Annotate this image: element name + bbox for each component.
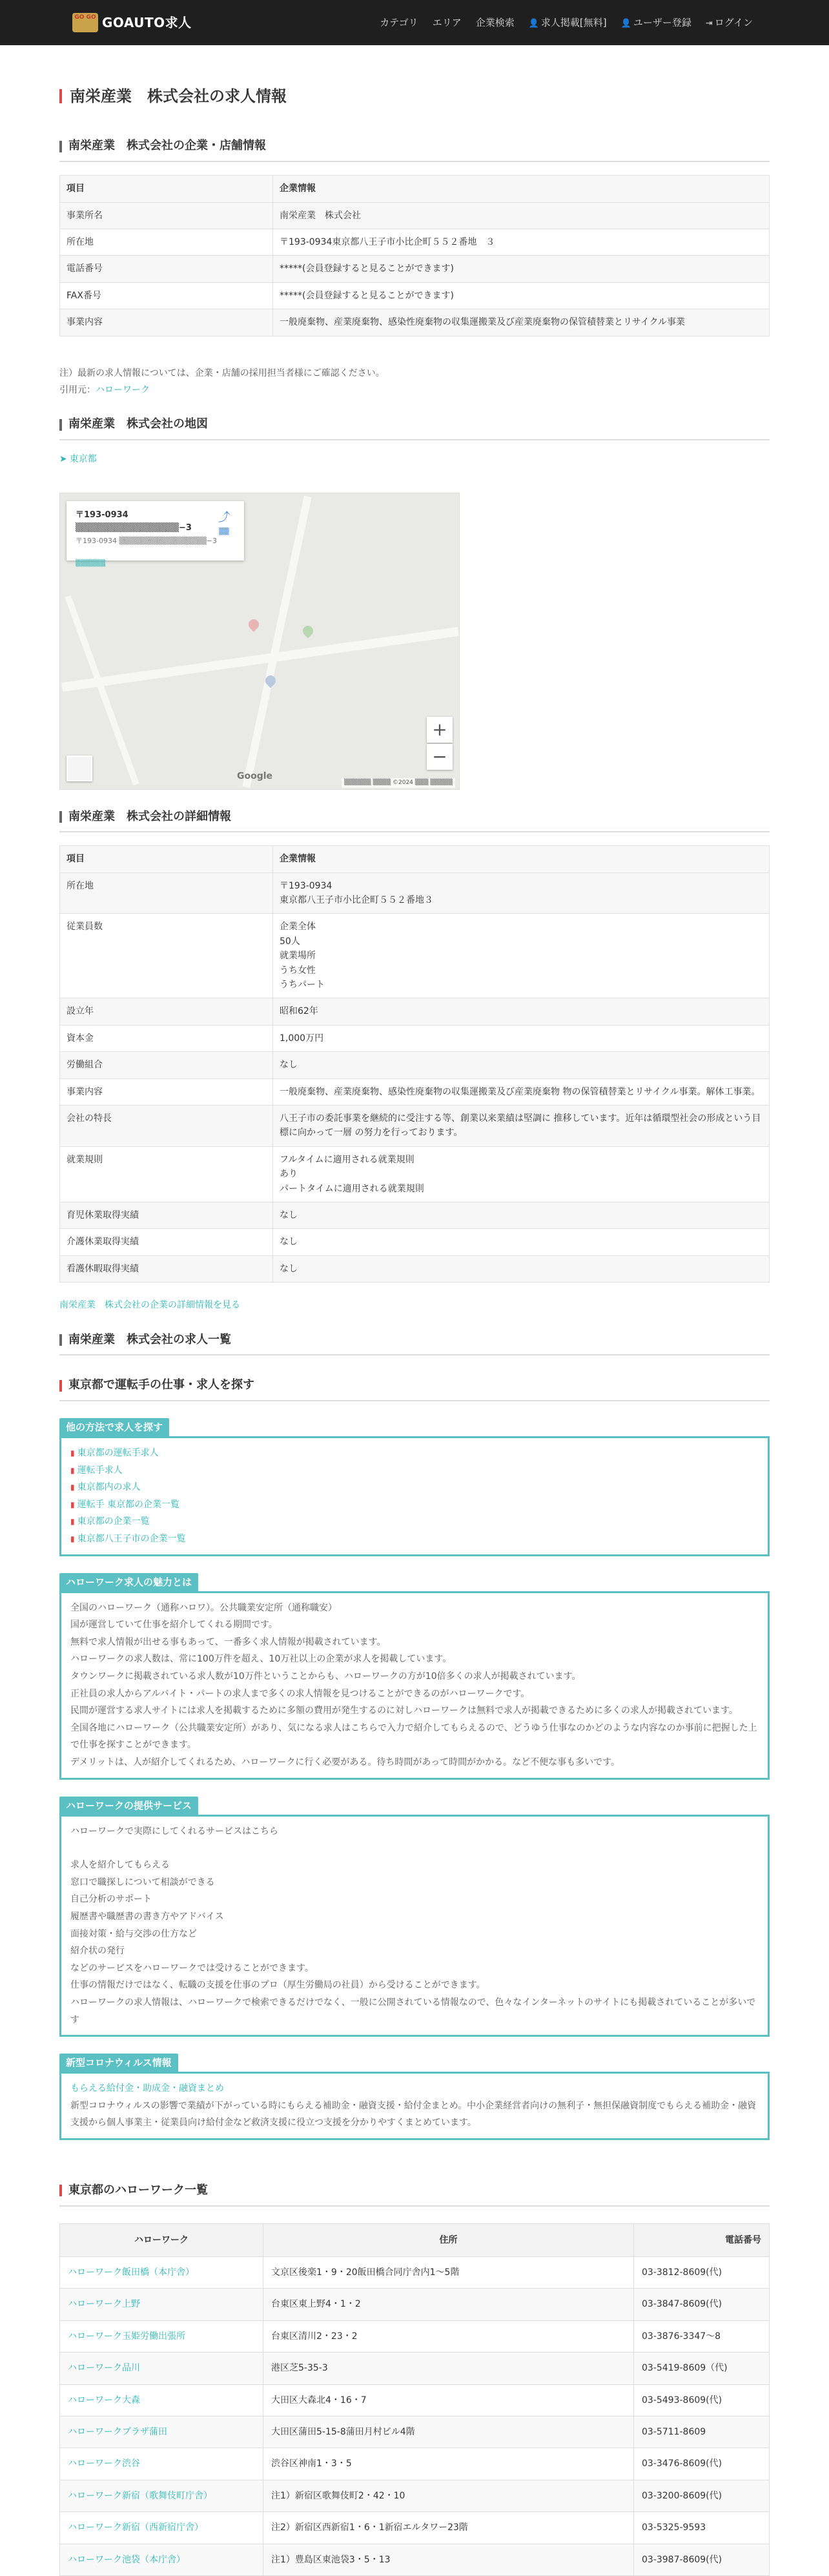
row-value-line: 就業場所 (280, 951, 316, 962)
hellowork-phone: 03-3847-8609(代) (634, 2289, 770, 2320)
zoom-out-button[interactable]: − (427, 744, 453, 770)
text-line: 紹介状の発行 (70, 1946, 125, 1957)
hellowork-name-cell (60, 2320, 263, 2352)
table-header-cell: 企業情報 (273, 176, 770, 202)
row-label: 労働組合 (60, 1052, 273, 1078)
bookmark-icon: ▮ (70, 1499, 75, 1509)
row-label: 資本金 (60, 1025, 273, 1051)
other-methods-label: 他の方法で求人を探す (59, 1418, 169, 1436)
row-value (273, 1255, 770, 1282)
text-line: 面接対策・給与交渉の仕方など (70, 1928, 197, 1939)
hellowork-address: 台東区東上野4・1・2 (263, 2289, 634, 2320)
table-row (60, 1255, 770, 1282)
row-label: 設立年 (60, 998, 273, 1025)
top-navbar (0, 0, 829, 45)
text-line: などのサービスをハローワークでは受けることができます。 (70, 1963, 314, 1973)
hellowork-appeal-label: ハローワーク求人の魅力とは (59, 1573, 198, 1591)
navigation-arrow-icon: ➤ (59, 454, 67, 465)
nav-register-label: ユーザー登録 (633, 16, 691, 28)
google-logo: Google (237, 771, 273, 782)
row-value-line: あり (280, 1169, 298, 1180)
citation-link[interactable]: ハローワーク (96, 384, 150, 395)
table-header-row (60, 846, 770, 872)
row-label: 看護休暇取得実績 (60, 1255, 273, 1282)
hellowork-phone: 03-3876-3347〜8 (634, 2320, 770, 2352)
text-line: 仕事の情報だけではなく、転職の支援を仕事のプロ（厚生労働局の社員）から受けることができます。 (70, 1980, 486, 1991)
text-line: ハローワークの求人数は、常に100万件を超え、10万社以上の企業が求人を掲載しています。 (70, 1654, 452, 1665)
list-item[interactable] (70, 1445, 759, 1462)
hellowork-phone: 03-5325-9593 (634, 2512, 770, 2544)
text-line: 正社員の求人からアルバイト・パートの求人まで多くの求人情報を見つけることができるのがハローワークです。 (70, 1688, 530, 1699)
hellowork-phone: 03-5419-8609（代) (634, 2353, 770, 2384)
other-methods-body (59, 1436, 770, 1556)
list-item[interactable] (70, 1530, 759, 1548)
table-row (60, 2448, 770, 2480)
table-header-cell: 電話番号 (634, 2223, 770, 2256)
table-row (60, 914, 770, 998)
table-header-cell: 項目 (60, 846, 273, 872)
zoom-in-button[interactable]: + (427, 717, 453, 743)
detail-info-table (59, 845, 770, 1283)
nav-area[interactable]: エリア (432, 16, 462, 28)
list-item[interactable] (70, 1513, 759, 1530)
row-value-line: パートタイムに適用される就業規則 (280, 1183, 424, 1194)
hellowork-link[interactable]: ハローワーク玉姫労働出張所 (68, 2331, 185, 2342)
row-value-line: 〒193-0934 (280, 880, 333, 891)
row-value: 〒193-0934東京都八王子市小比企町５５２番地 ３ (273, 229, 770, 255)
text-line: 自己分析のサポート (70, 1894, 152, 1905)
row-value-line: 一般廃棄物、産業廃棄物、感染性廃棄物の収集運搬業及び産業廃棄物 物の保管積替業とリサイクル事業。解体工事業。 (280, 1086, 761, 1097)
list-item-link: 運転手 東京都の企業一覧 (77, 1499, 180, 1510)
row-value-line: なし (280, 1210, 298, 1221)
hellowork-phone: 03-3987-8609(代) (634, 2544, 770, 2575)
table-header-cell: ハローワーク (60, 2223, 263, 2256)
list-item[interactable] (70, 1496, 759, 1514)
heading-marker (59, 811, 62, 823)
hellowork-rows (60, 2257, 770, 2576)
table-row (60, 1146, 770, 1202)
text-line (70, 1840, 759, 1857)
hellowork-name-cell (60, 2416, 263, 2448)
hellowork-link[interactable]: ハローワーク品川 (68, 2363, 140, 2374)
hellowork-address: 注1）豊島区東池袋3・5・13 (263, 2544, 634, 2575)
map-directions[interactable] (213, 509, 235, 538)
text-line: 全国のハローワーク（通称ハロワ）。公共職業安定所（通称職安） (70, 1602, 337, 1613)
row-value: *****(会員登録すると見ることができます) (273, 256, 770, 282)
company-section-title: 南栄産業 株式会社の企業・店舗情報 (68, 139, 266, 153)
text-line: タウンワークに掲載されている求人数が10万件ということからも、ハローワークの方が10倍多くの求人が掲載されています。 (70, 1671, 581, 1682)
heading-marker (59, 419, 62, 431)
row-value (273, 1105, 770, 1146)
nav-post-job[interactable] (529, 15, 607, 31)
row-label: 事業内容 (60, 309, 273, 336)
row-value-line: なし (280, 1237, 298, 1248)
text-line: 窓口で職探しについて相談ができる (70, 1877, 215, 1888)
hellowork-name-cell (60, 2289, 263, 2320)
user-icon: 👤 (528, 18, 539, 28)
hellowork-phone: 03-5711-8609 (634, 2416, 770, 2448)
row-value (273, 1202, 770, 1228)
hellowork-appeal-body (59, 1591, 770, 1780)
hellowork-list-title: 東京都のハローワーク一覧 (68, 2183, 208, 2197)
heading-marker (59, 1334, 62, 1346)
covid-info-label: 新型コロナウィルス情報 (59, 2054, 178, 2072)
hellowork-address: 港区芝5-35-3 (263, 2353, 634, 2384)
hellowork-address: 注2）新宿区西新宿1・6・1新宿エルタワー23階 (263, 2512, 634, 2544)
list-item-link: 東京都八王子市の企業一覧 (77, 1534, 186, 1545)
table-row (60, 2289, 770, 2320)
text-line: 国が運営していて仕事を紹介してくれる期間です。 (70, 1620, 278, 1631)
update-note: 注）最新の求人情報については、企業・店舗の採用担当者様にご確認ください。 (59, 367, 385, 378)
nav-category[interactable]: カテゴリ (380, 16, 418, 28)
map-location-link[interactable] (59, 452, 770, 466)
logo-mark-icon: GO GO (72, 13, 98, 32)
other-methods-list (70, 1445, 759, 1548)
row-value (273, 1052, 770, 1078)
map-type-toggle[interactable] (67, 756, 92, 781)
company-info-table (59, 175, 770, 336)
map-info-card (67, 501, 244, 567)
map-section-heading (59, 406, 770, 440)
hellowork-name-cell (60, 2512, 263, 2544)
row-value: 南栄産業 株式会社 (273, 202, 770, 229)
hellowork-link[interactable]: ハローワーク飯田橋（本庁舎） (68, 2267, 194, 2278)
main-content (59, 45, 770, 2576)
detail-section-heading (59, 799, 770, 833)
directions-label: ▒▒ (219, 528, 229, 536)
nav-login-label: ログイン (714, 16, 753, 28)
hellowork-phone: 03-3476-8609(代) (634, 2448, 770, 2480)
hellowork-address: 注1）新宿区歌舞伎町2・42・10 (263, 2480, 634, 2511)
table-row (60, 1105, 770, 1146)
page-title-text: 南栄産業 株式会社の求人情報 (70, 87, 287, 105)
map-location-label: 東京都 (69, 454, 97, 465)
hellowork-name-cell (60, 2257, 263, 2289)
company-section-heading (59, 128, 770, 162)
row-value-line: 1,000万円 (280, 1033, 324, 1044)
table-row (60, 1202, 770, 1228)
heading-marker (59, 1380, 62, 1392)
covid-subsidy-link[interactable]: もらえる給付金・助成金・融資まとめ (70, 2083, 224, 2094)
covid-info-box (59, 2054, 770, 2140)
row-label: 会社の特長 (60, 1105, 273, 1146)
covid-info-body (59, 2072, 770, 2140)
table-row (60, 309, 770, 336)
table-row (60, 2257, 770, 2289)
hellowork-link[interactable]: ハローワーク大森 (68, 2395, 140, 2406)
row-value-line: うちパート (280, 980, 325, 991)
table-row (60, 2320, 770, 2352)
table-row (60, 1229, 770, 1255)
map-pin-icon (301, 623, 316, 638)
table-row (60, 256, 770, 282)
table-row (60, 2544, 770, 2575)
list-item-link: 東京都の運転手求人 (77, 1448, 159, 1459)
page-title (59, 71, 770, 119)
list-item-link: 東京都内の求人 (77, 1482, 141, 1493)
login-icon: ⇥ (705, 18, 713, 28)
row-value-line: なし (280, 1263, 298, 1274)
nav-login[interactable] (706, 15, 753, 31)
hellowork-name-cell (60, 2544, 263, 2575)
hellowork-phone: 03-3812-8609(代) (634, 2257, 770, 2289)
map-attribution: ▒▒▒▒▒▒ ▒▒▒▒ ©2024 ▒▒▒ ▒▒▒▒▒ (342, 778, 455, 787)
hellowork-link[interactable]: ハローワークプラザ蒲田 (68, 2427, 167, 2438)
nav-register[interactable] (621, 15, 691, 31)
table-header-cell: 企業情報 (273, 846, 770, 872)
row-value (273, 998, 770, 1025)
row-value (273, 1146, 770, 1202)
hellowork-services-label: ハローワークの提供サービス (59, 1797, 198, 1815)
table-row (60, 1052, 770, 1078)
table-row (60, 872, 770, 914)
row-value (273, 1078, 770, 1105)
list-item[interactable] (70, 1462, 759, 1479)
hellowork-address: 文京区後楽1・9・20飯田橋合同庁舎内1〜5階 (263, 2257, 634, 2289)
row-value-line: うち女性 (280, 965, 316, 976)
map-card-subaddress: 〒193-0934 ▒▒▒▒▒▒▒▒▒▒▒▒▒▒▒▒−3 (76, 537, 218, 546)
hellowork-link[interactable]: ハローワーク新宿（歌舞伎町庁舎） (68, 2490, 212, 2501)
text-line: 履歴書や職歴書の書き方やアドバイス (70, 1911, 224, 1922)
row-label: 事業所名 (60, 202, 273, 229)
table-header-row (60, 176, 770, 202)
table-header-cell: 項目 (60, 176, 273, 202)
map-card-link: ▒▒▒▒▒▒ (76, 559, 106, 567)
text-line: 全国各地にハローワーク（公共職業安定所）があり、気になる求人はこちらで入力で紹介してもらえるので、どうゆう仕事なのかどのような内容なのか事前に把握した上で仕事を探すことができます。 (70, 1722, 757, 1751)
row-label: 就業規則 (60, 1146, 273, 1202)
hellowork-name-cell (60, 2448, 263, 2480)
row-value: *****(会員登録すると見ることができます) (273, 282, 770, 309)
row-label: 電話番号 (60, 256, 273, 282)
bookmark-icon: ▮ (70, 1448, 75, 1458)
search-section-title: 東京都で運転手の仕事・求人を探す (68, 1378, 254, 1392)
text-line: ハローワークの求人情報は、ハローワークで検索できるだけでなく、一般に公開されている情報なので、色々なインターネットのサイトにも掲載されていることが多いです (70, 1997, 756, 2025)
text-line: デメリットは、人が紹介してくれるため、ハローワークに行く必要がある。待ち時間があって時間がかかる。など不便な事も多いです。 (70, 1757, 620, 1767)
hellowork-services-box (59, 1797, 770, 2037)
table-row (60, 998, 770, 1025)
hellowork-link[interactable]: ハローワーク池袋（本庁舎） (68, 2554, 185, 2565)
table-header-row (60, 2223, 770, 2256)
map-pin-icon (247, 617, 261, 632)
text-line: 無料で求人情報が出せる事もあって、一番多く求人情報が掲載されています。 (70, 1636, 386, 1647)
table-row (60, 1025, 770, 1051)
search-section-heading (59, 1367, 770, 1401)
nav-company-search[interactable]: 企業検索 (475, 16, 515, 28)
row-value (273, 1229, 770, 1255)
citation-prefix: 引用元： (59, 384, 96, 395)
row-label: 所在地 (60, 229, 273, 255)
list-item[interactable] (70, 1479, 759, 1496)
row-value-line: 東京都八王子市小比企町５５２番地３ (280, 895, 433, 906)
bookmark-icon: ▮ (70, 1534, 75, 1543)
hellowork-address: 大田区蒲田5-15-8蒲田月村ビル4階 (263, 2416, 634, 2448)
hellowork-address: 渋谷区神南1・3・5 (263, 2448, 634, 2480)
table-row (60, 2512, 770, 2544)
heading-marker (59, 2185, 62, 2196)
hellowork-table (59, 2223, 770, 2576)
nav-post-job-label: 求人掲載[無料] (540, 16, 607, 28)
embedded-map[interactable] (59, 493, 460, 790)
detail-section-title: 南栄産業 株式会社の詳細情報 (68, 809, 231, 823)
map-section-title: 南栄産業 株式会社の地図 (68, 417, 208, 431)
row-label: FAX番号 (60, 282, 273, 309)
table-row (60, 202, 770, 229)
hellowork-address: 台東区清川2・23・2 (263, 2320, 634, 2352)
citation (59, 383, 770, 397)
row-value-line: フルタイムに適用される就業規則 (280, 1154, 414, 1165)
hellowork-phone: 03-5493-8609(代) (634, 2384, 770, 2416)
company-detail-link[interactable]: 南栄産業 株式会社の企業の詳細情報を見る (59, 1300, 240, 1311)
row-label: 事業内容 (60, 1078, 273, 1105)
text-line: ハローワークで実際にしてくれるサービスはこちら (70, 1826, 278, 1837)
other-methods-box (59, 1418, 770, 1556)
list-item-link: 東京都の企業一覧 (77, 1516, 150, 1527)
table-row (60, 2353, 770, 2384)
map-card-address: 〒193-0934 ▒▒▒▒▒▒▒▒▒▒▒▒▒▒▒▒−3 (76, 510, 192, 533)
hellowork-list-heading (59, 2172, 770, 2207)
table-row (60, 229, 770, 255)
hellowork-services-body (59, 1815, 770, 2037)
hellowork-name-cell (60, 2384, 263, 2416)
bookmark-icon: ▮ (70, 1465, 75, 1475)
table-row (60, 2416, 770, 2448)
row-value (273, 914, 770, 998)
text-line: 求人を紹介してもらえる (70, 1860, 170, 1871)
logo-text: GOAUTO求人 (102, 15, 192, 30)
bookmark-icon: ▮ (70, 1517, 75, 1527)
hellowork-address: 大田区大森北4・16・7 (263, 2384, 634, 2416)
row-value-line: 企業全体 (280, 922, 316, 933)
row-value-line: なし (280, 1060, 298, 1071)
map-card-larger-map-link[interactable] (76, 559, 235, 569)
user-icon: 👤 (620, 18, 631, 28)
map-road (61, 626, 459, 691)
jobs-section-heading (59, 1322, 770, 1356)
map-road (242, 495, 311, 787)
hellowork-link[interactable]: ハローワーク渋谷 (68, 2458, 140, 2469)
row-value: 一般廃棄物、産業廃棄物、感染性廃棄物の収集運搬業及び産業廃棄物の保管積替業とリサイクル事業 (273, 309, 770, 336)
row-label: 介護休業取得実績 (60, 1229, 273, 1255)
list-item-link: 運転手求人 (77, 1465, 123, 1476)
covid-info-text: 新型コロナウィルスの影響で業績が下がっている時にもらえる補助金・融資支援・給付金まとめ。中小企業経営者向けの無利子・無担保融資制度でもらえる補助金・融資支援から個人事業主・従業員向け給付金など救済支援に役立つ支援を分かりやすくまとめています。 (70, 2100, 757, 2128)
table-row (60, 2384, 770, 2416)
hellowork-name-cell (60, 2353, 263, 2384)
row-value (273, 1025, 770, 1051)
hellowork-phone: 03-3200-8609(代) (634, 2480, 770, 2511)
main-nav (380, 15, 753, 31)
hellowork-name-cell (60, 2480, 263, 2511)
site-logo[interactable] (72, 12, 192, 33)
row-value-line: 昭和62年 (280, 1006, 318, 1017)
bookmark-icon: ▮ (70, 1483, 75, 1492)
table-header-cell: 住所 (263, 2223, 634, 2256)
table-row (60, 2480, 770, 2511)
row-label: 所在地 (60, 872, 273, 914)
row-label: 育児休業取得実績 (60, 1202, 273, 1228)
hellowork-appeal-box (59, 1573, 770, 1780)
directions-icon: ⤴ (218, 510, 230, 524)
row-value-line: 50人 (280, 936, 300, 947)
table-row (60, 282, 770, 309)
company-info-rows (60, 202, 770, 336)
row-label: 従業員数 (60, 914, 273, 998)
text-line: 民間が運営する求人サイトには求人を掲載するために多額の費用が発生するのに対しハローワークは無料で求人が掲載できるために多くの求人が掲載されています。 (70, 1705, 738, 1716)
title-marker (59, 89, 62, 103)
jobs-section-title: 南栄産業 株式会社の求人一覧 (68, 1332, 231, 1346)
row-value-line: 八王子市の委託事業を継続的に受注する等、創業以来業績は堅調に 推移しています。近年は循環型社会の形成という目標に向かって一層 の努力を行っております。 (280, 1113, 761, 1139)
table-row (60, 1078, 770, 1105)
hellowork-link[interactable]: ハローワーク新宿（西新宿庁舎） (68, 2522, 203, 2533)
heading-marker (59, 141, 62, 152)
hellowork-link[interactable]: ハローワーク上野 (68, 2299, 140, 2310)
detail-info-rows (60, 872, 770, 1282)
row-value (273, 872, 770, 914)
